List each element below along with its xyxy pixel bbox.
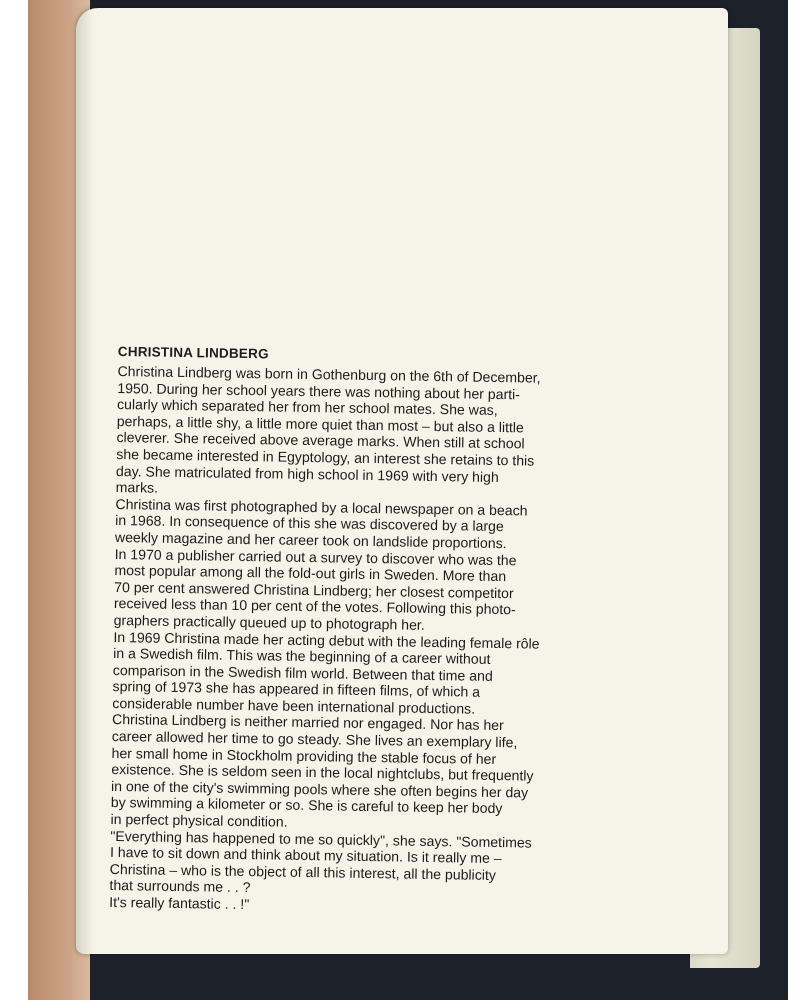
- biography-paragraph-2: Christina was first photographed by a local newspaper on a beach in 1968. In consequence of this she was discovered by a large weekly magazine and her career took on landslide proportions.: [114, 495, 528, 552]
- biography-quote-paragraph: "Everything has happened to me so quickly", she says. "Sometimes I have to sit down and think about my situation. Is it really me – Christina – who is the object of all this interest, all the publicity that surrounds me . . ? It's really fantastic . . !": [109, 827, 532, 913]
- biography-text-block: [109, 344, 618, 918]
- biography-paragraph-4: In 1969 Christina made her acting debut with the leading female rôle in a Swedish film. This was the beginning of a career without comparison in the Swedish film world. Between that time and spring of 1973 she has appeared in fifteen films, of which a considerable number have been international productions.: [112, 628, 540, 717]
- biography-title: CHRISTINA LINDBERG: [117, 344, 269, 362]
- biography-paragraph-1: Christina Lindberg was born in Gothenburg on the 6th of December, 1950. During her school years there was nothing about her parti- cularly which separated her from her school mates. She was, perhaps, a little shy, a little more quiet than most – but also a little cleverer. She received above average marks. When still at school she became interested in Egyptology, an interest she retains to this day. She matriculated from high school in 1969 with very high marks.: [115, 362, 541, 496]
- biography-paragraph-3: In 1970 a publisher carried out a survey to discover who was the most popular among all the fold-out girls in Sweden. More than 70 per cent answered Christina Lindberg; her closest competitor received less than 10 per cent of the votes. Following this photo- graphers practically queued up to photograph her.: [113, 545, 517, 633]
- biography-paragraph-5: Christina Lindberg is neither married nor engaged. Nor has her career allowed her time to go steady. She lives an exemplary life, her small home in Stockholm providing the stable focus of her existence. She is seldom seen in the local nightclubs, but frequently in one of the city's swimming pools where she often begins her day by swimming a kilometer or so. She is careful to keep her body in perfect physical condition.: [110, 711, 534, 830]
- page-gutter-shadow: [76, 8, 94, 954]
